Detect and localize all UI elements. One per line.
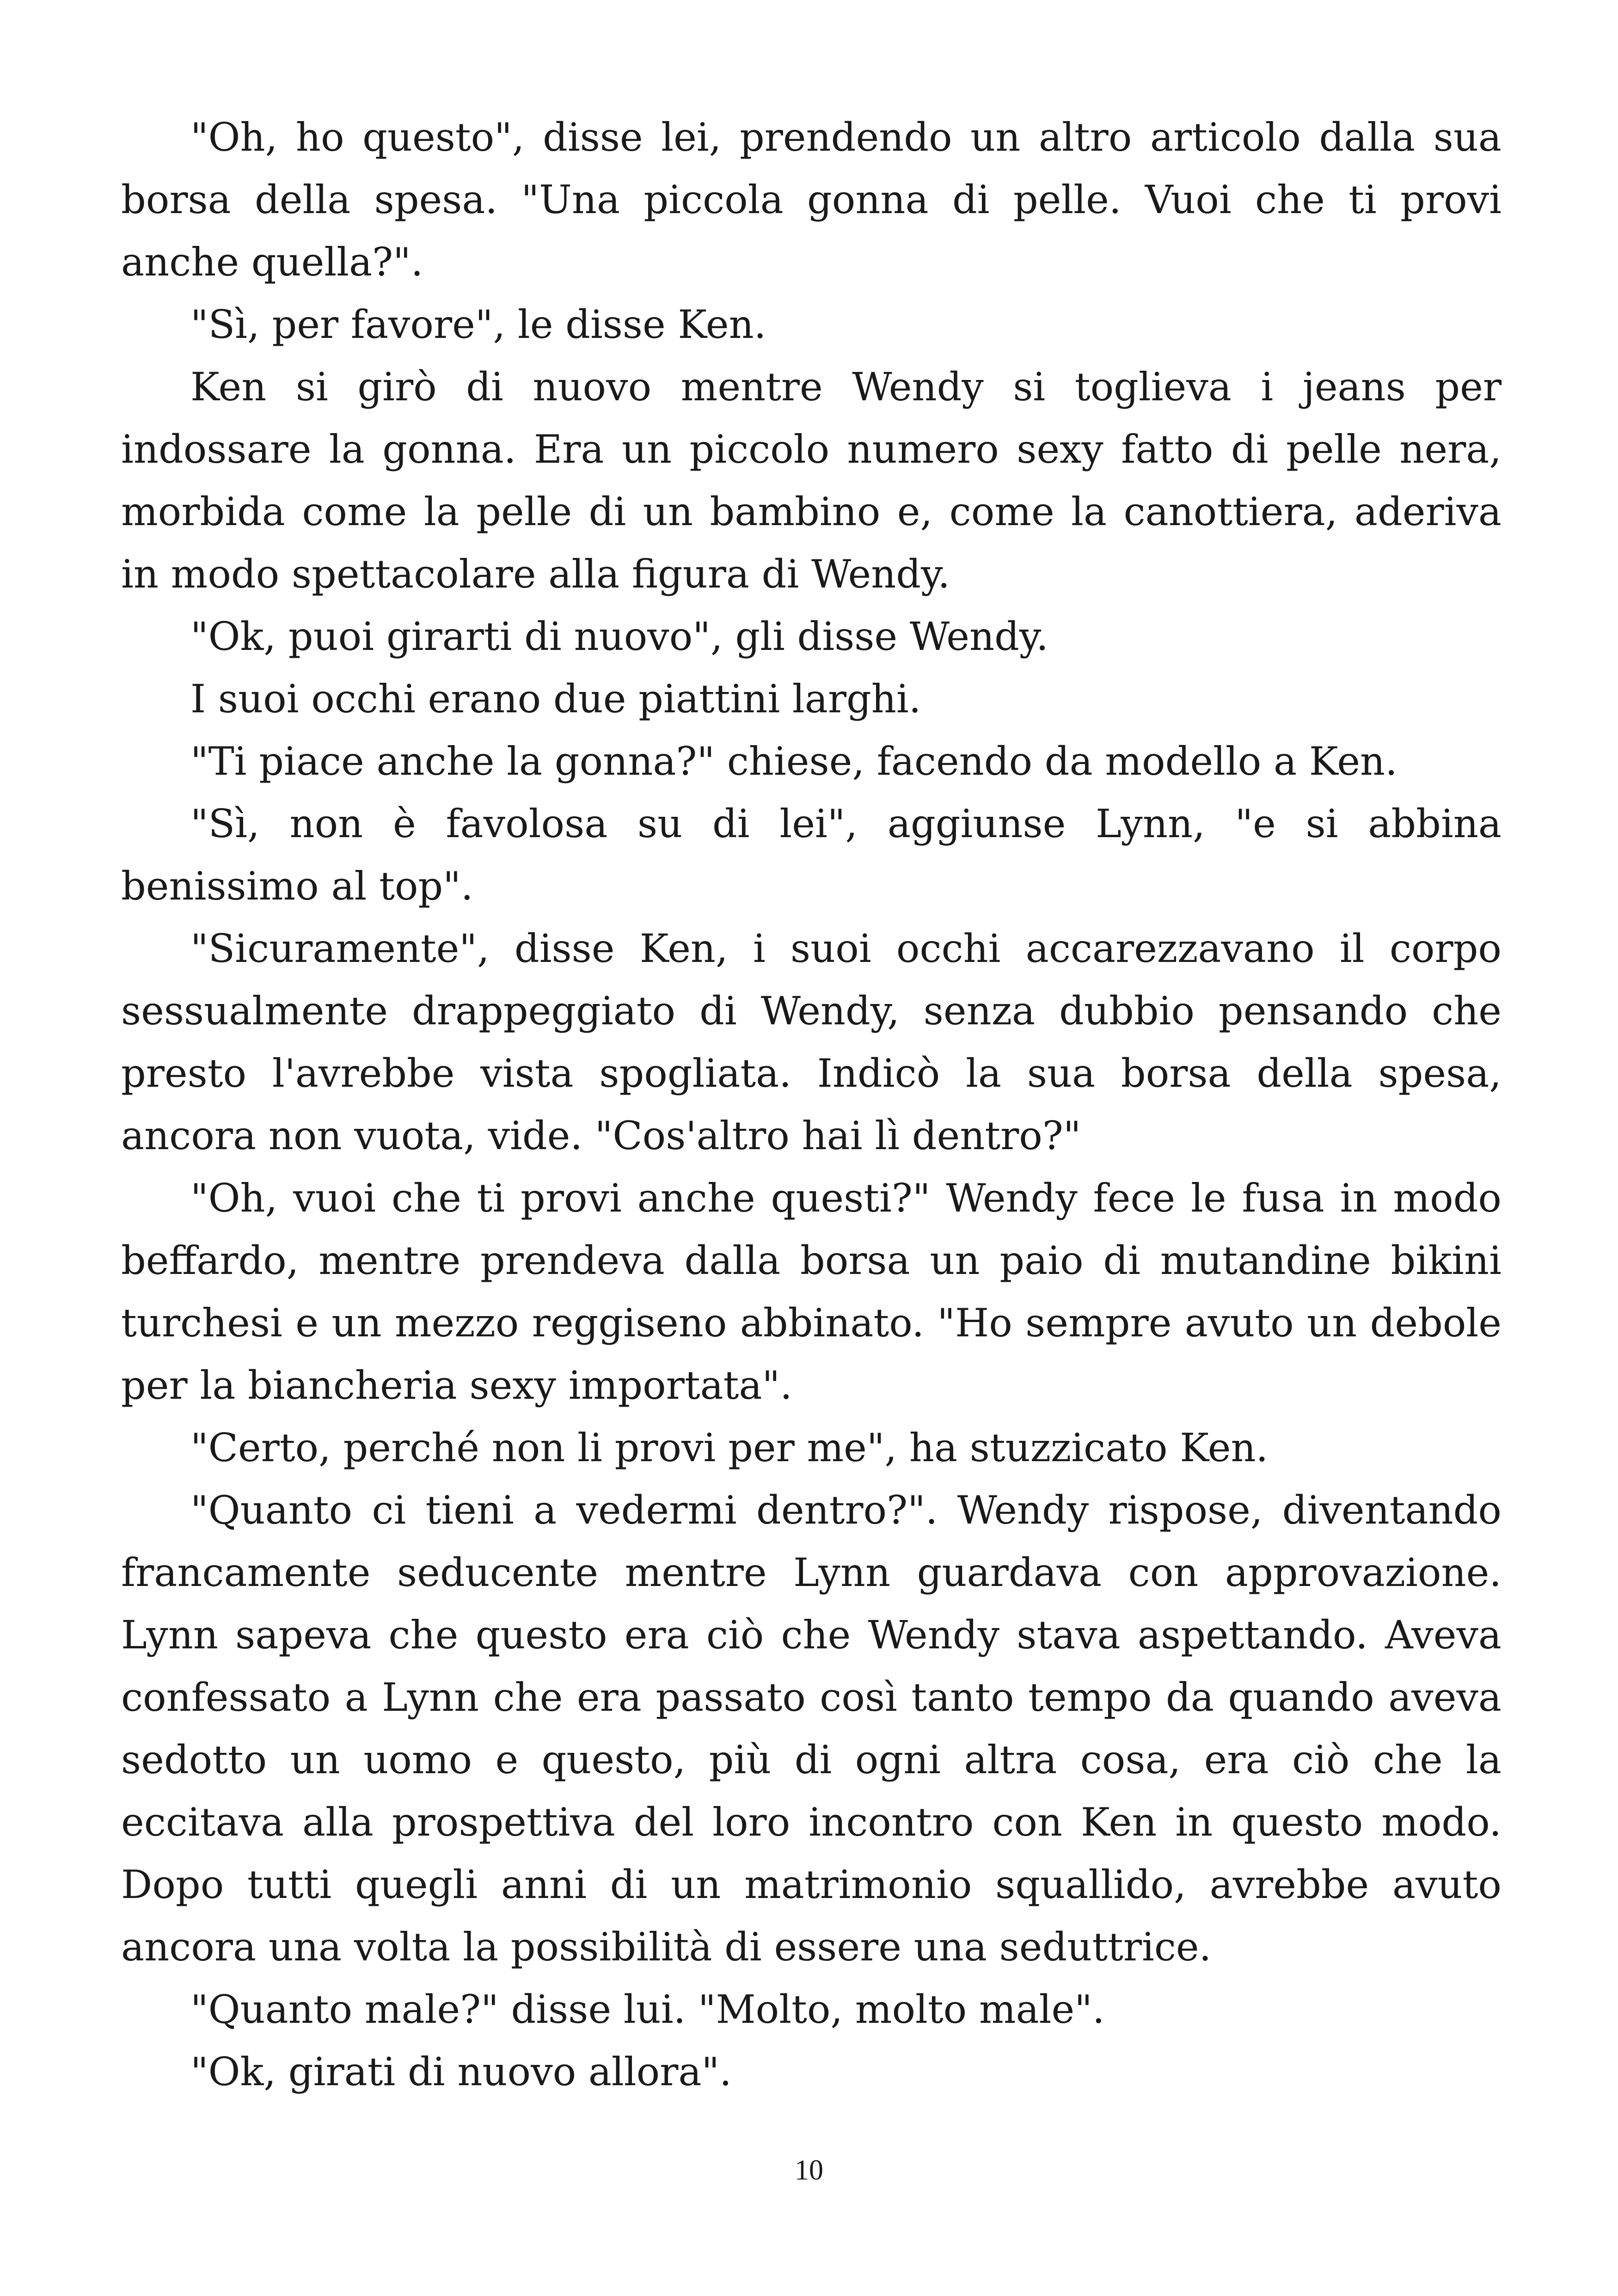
paragraph: "Ok, puoi girarti di nuovo", gli disse Wendy.	[190, 614, 1048, 659]
paragraph: "Sicuramente", disse Ken, i suoi occhi accarezzavano il corpo sessualmente drappeggiato di Wendy, senza dubbio pensando che presto l'avrebbe vista spogliata. Indicò la sua borsa della spesa, ancora non vuota, vide. "Cos'altro hai lì dentro?"	[121, 926, 1502, 1158]
paragraph: Ken si girò di nuovo mentre Wendy si toglieva i jeans per indossare la gonna. Era un piccolo numero sexy fatto di pelle nera, morbida come la pelle di un bambino e, come la canottiera, aderiva in modo spettacolare alla figura di Wendy.	[121, 364, 1502, 597]
paragraph: "Quanto male?" disse lui. "Molto, molto male".	[190, 1987, 1105, 2032]
page-number: 10	[795, 2155, 823, 2186]
body-text	[121, 106, 1502, 2103]
paragraph: "Sì, per favore", le disse Ken.	[190, 302, 766, 347]
paragraph: "Sì, non è favolosa su di lei", aggiunse Lynn, "e si abbina benissimo al top".	[121, 801, 1502, 909]
paragraph: I suoi occhi erano due piattini larghi.	[190, 676, 921, 722]
paragraph: "Ti piace anche la gonna?" chiese, facendo da modello a Ken.	[190, 739, 1397, 784]
paragraph: "Quanto ci tieni a vedermi dentro?". Wendy rispose, diventando francamente seducente mentre Lynn guardava con approvazione. Lynn sapeva che questo era ciò che Wendy stava aspettando. Aveva confessato a Lynn che era passato così tanto tempo da quando aveva sedotto un uomo e questo, più di ogni altra cosa, era ciò che la eccitava alla prospettiva del loro incontro con Ken in questo modo. Dopo tutti quegli anni di un matrimonio squallido, avrebbe avuto ancora una volta la possibilità di essere una seduttrice.	[121, 1488, 1502, 1970]
paragraph: "Oh, vuoi che ti provi anche questi?" Wendy fece le fusa in modo beffardo, mentre prendeva dalla borsa un paio di mutandine bikini turchesi e un mezzo reggiseno abbinato. "Ho sempre avuto un debole per la biancheria sexy importata".	[121, 1176, 1502, 1408]
paragraph: "Ok, girati di nuovo allora".	[190, 2049, 732, 2094]
paragraph: "Oh, ho questo", disse lei, prendendo un altro articolo dalla sua borsa della spesa. "Una piccola gonna di pelle. Vuoi che ti provi anche quella?".	[121, 115, 1502, 285]
paragraph: "Certo, perché non li provi per me", ha stuzzicato Ken.	[190, 1425, 1269, 1470]
